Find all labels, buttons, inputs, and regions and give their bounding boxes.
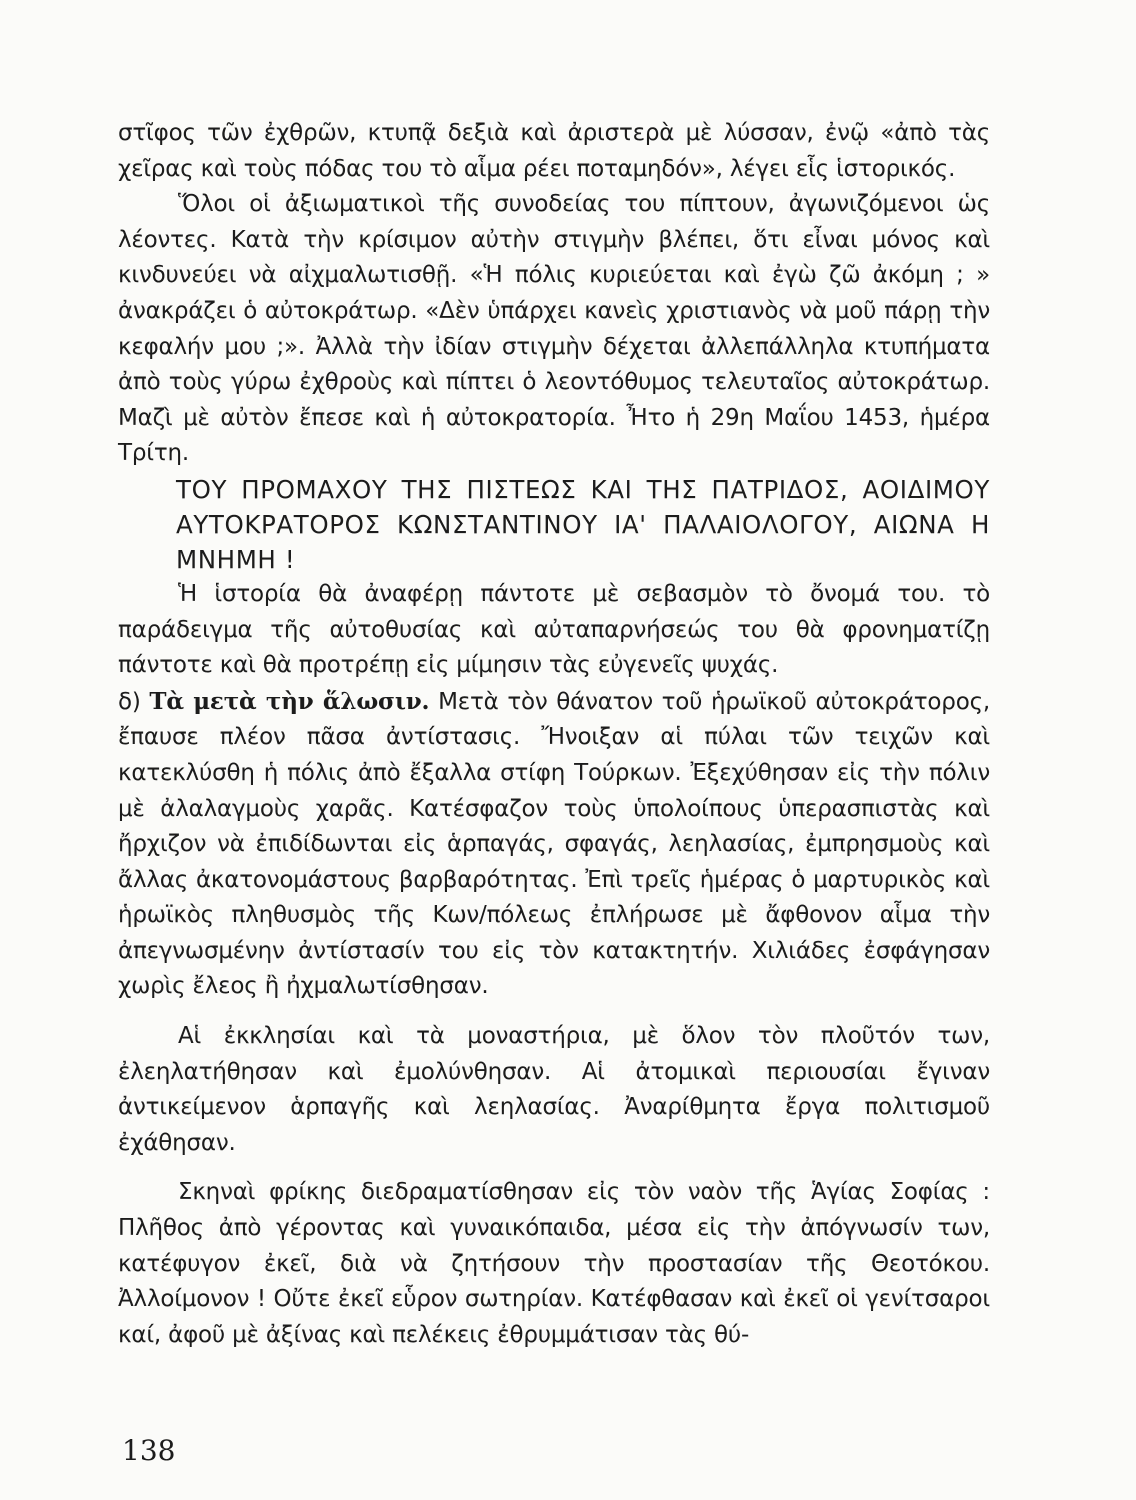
section-text: Μετὰ τὸν θάνατον τοῦ ἡρωϊκοῦ αὐτοκράτορος, ἔπαυσε πλέον πᾶσα ἀντίστασις. Ἤνοιξαν αἱ πύλαι τῶν τειχῶν καὶ κατεκλύσθη ἡ πόλις ἀπὸ ἔξαλλα στίφη Τούρκων. Ἐξεχύθησαν εἰς τὴν πόλιν μὲ ἀλαλαγμοὺς χαρᾶς. Κατέσφαζον τοὺς ὑπολοίπους ὑπερασπιστὰς καὶ ἤρχιζον νὰ ἐπιδίδωνται εἰς ἁρπαγάς, σφαγάς, λεηλασίας, ἐμπρησμοὺς καὶ ἄλλας ἀκατονομάστους βαρβαρότητας. Ἐπὶ τρεῖς ἡμέρας ὁ μαρτυρικὸς καὶ ἡρωϊκὸς πληθυσμὸς τῆς Κων/πόλεως ἐπλήρωσε μὲ ἄφθονον αἷμα τὴν ἀπεγνωσμένην ἀντίστασίν του εἰς τὸν κατακτητήν. Χιλιάδες ἐσφάγησαν χωρὶς ἔλεος ἢ ἠχμαλωτίσθησαν. — [118, 688, 990, 1000]
paragraph-churches: Αἱ ἐκκλησίαι καὶ τὰ μοναστήρια, μὲ ὅλον τὸν πλοῦτόν των, ἐλεηλατήθησαν καὶ ἐμολύνθησαν. Αἱ ἀτομικαὶ περιουσίαι ἔγιναν ἀντικείμενον ἁρπαγῆς καὶ λεηλασίας. Ἀναρίθμητα ἔργα πολιτισμοῦ ἐχάθησαν. — [118, 1023, 990, 1156]
memorial-heading: ΤΟΥ ΠΡΟΜΑΧΟΥ ΤΗΣ ΠΙΣΤΕΩΣ ΚΑΙ ΤΗΣ ΠΑΤΡΙΔΟΣ, ΑΟΙΔΙΜΟΥ ΑΥΤΟΚΡΑΤΟΡΟΣ ΚΩΝΣΤΑΝΤΙΝΟΥ ΙΑ' ΠΑΛΑΙΟΛΟΓΟΥ, ΑΙΩΝΑ Η ΜΝΗΜΗ ! — [176, 474, 990, 574]
page-body — [118, 116, 990, 1353]
paragraph-history: Ἡ ἱστορία θὰ ἀναφέρῃ πάντοτε μὲ σεβασμὸν τὸ ὄνομά του. τὸ παράδειγμα τῆς αὐτοθυσίας καὶ αὐταπαρνήσεώς του θὰ φρονηματίζῃ πάντοτε καὶ θὰ προτρέπῃ εἰς μίμησιν τὰς εὐγενεῖς ψυχάς. — [118, 580, 990, 679]
section-label: δ) — [118, 688, 141, 715]
paragraph-emperor-death: Ὅλοι οἱ ἀξιωματικοὶ τῆς συνοδείας του πίπτουν, ἀγωνιζόμενοι ὡς λέοντες. Κατὰ τὴν κρίσιμον αὐτὴν στιγμὴν βλέπει, ὅτι εἶναι μόνος καὶ κινδυνεύει νὰ αἰχμαλωτισθῇ. «Ἡ πόλις κυριεύεται καὶ ἐγὼ ζῶ ἀκόμη ; » ἀνακράζει ὁ αὐτοκράτωρ. «Δὲν ὑπάρχει κανεὶς χριστιανὸς νὰ μοῦ πάρῃ τὴν κεφαλήν μου ;». Ἀλλὰ τὴν ἰδίαν στιγμὴν δέχεται ἀλλεπάλληλα κτυπήματα ἀπὸ τοὺς γύρω ἐχθροὺς καὶ πίπτει ὁ λεοντόθυμος τελευταῖος αὐτοκράτωρ. Μαζὶ μὲ αὐτὸν ἔπεσε καὶ ἡ αὐτοκρατορία. Ἦτο ἡ 29η Μαΐου 1453, ἡμέρα Τρίτη. — [118, 191, 990, 467]
page-number: 138 — [122, 1434, 176, 1467]
paragraph-hagia-sophia: Σκηναὶ φρίκης διεδραματίσθησαν εἰς τὸν ναὸν τῆς Ἁγίας Σοφίας : Πλῆθος ἀπὸ γέροντας καὶ γυναικόπαιδα, μέσα εἰς τὴν ἀπόγνωσίν των, κατέφυγον ἐκεῖ, διὰ νὰ ζητήσουν τὴν προστασίαν τῆς Θεοτόκου. Ἀλλοίμονον ! Οὔτε ἐκεῖ εὗρον σωτηρίαν. Κατέφθασαν καὶ ἐκεῖ οἱ γενίτσαροι καί, ἀφοῦ μὲ ἀξίνας καὶ πελέκεις ἐθρυμμάτισαν τὰς θύ- — [118, 1179, 990, 1348]
paragraph-continued: στῖφος τῶν ἐχθρῶν, κτυπᾷ δεξιὰ καὶ ἀριστερὰ μὲ λύσσαν, ἐνῷ «ἀπὸ τὰς χεῖρας καὶ τοὺς πόδας του τὸ αἷμα ρέει ποταμηδόν», λέγει εἷς ἱστορικός. — [118, 120, 990, 182]
section-title: Τὰ μετὰ τὴν ἅλωσιν. — [149, 687, 430, 715]
section-paragraph — [118, 684, 990, 1005]
